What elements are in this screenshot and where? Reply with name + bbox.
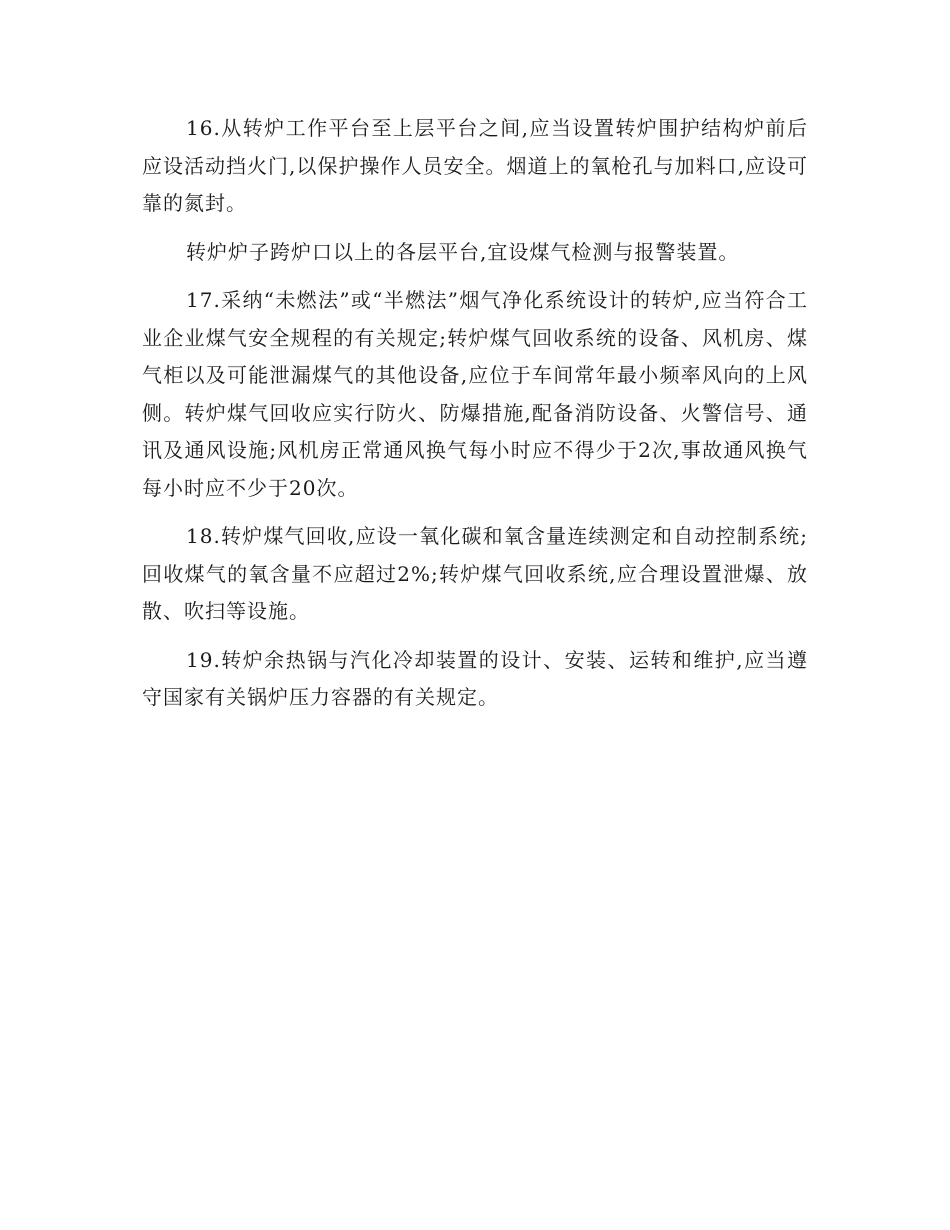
paragraph-18: 18.转炉煤气回收,应设一氧化碳和氧含量连续测定和自动控制系统;回收煤气的氧含量不应超过2%;转炉煤气回收系统,应合理设置泄爆、放散、吹扫等设施。: [142, 524, 808, 623]
document-body: [142, 110, 808, 728]
paragraph-19: 19.转炉余热锅与汽化冷却装置的设计、安装、运转和维护,应当遵守国家有关锅炉压力容器的有关规定。: [142, 647, 808, 709]
paragraph-gas-detection: 转炉炉子跨炉口以上的各层平台,宜设煤气检测与报警装置。: [186, 239, 740, 264]
paragraph-17: 17.采纳“未燃法”或“半燃法”烟气净化系统设计的转炉,应当符合工业企业煤气安全规程的有关规定;转炉煤气回收系统的设备、风机房、煤气柜以及可能泄漏煤气的其他设备,应位于车间常年最小频率风向的上风侧。转炉煤气回收应实行防火、防爆措施,配备消防设备、火警信号、通讯及通风设施;风机房正常通风换气每小时应不得少于2次,事故通风换气每小时应不少于20次。: [142, 288, 808, 500]
paragraph-16: 16.从转炉工作平台至上层平台之间,应当设置转炉围护结构炉前后应设活动挡火门,以保护操作人员安全。烟道上的氧枪孔与加料口,应设可靠的氮封。: [142, 116, 808, 215]
